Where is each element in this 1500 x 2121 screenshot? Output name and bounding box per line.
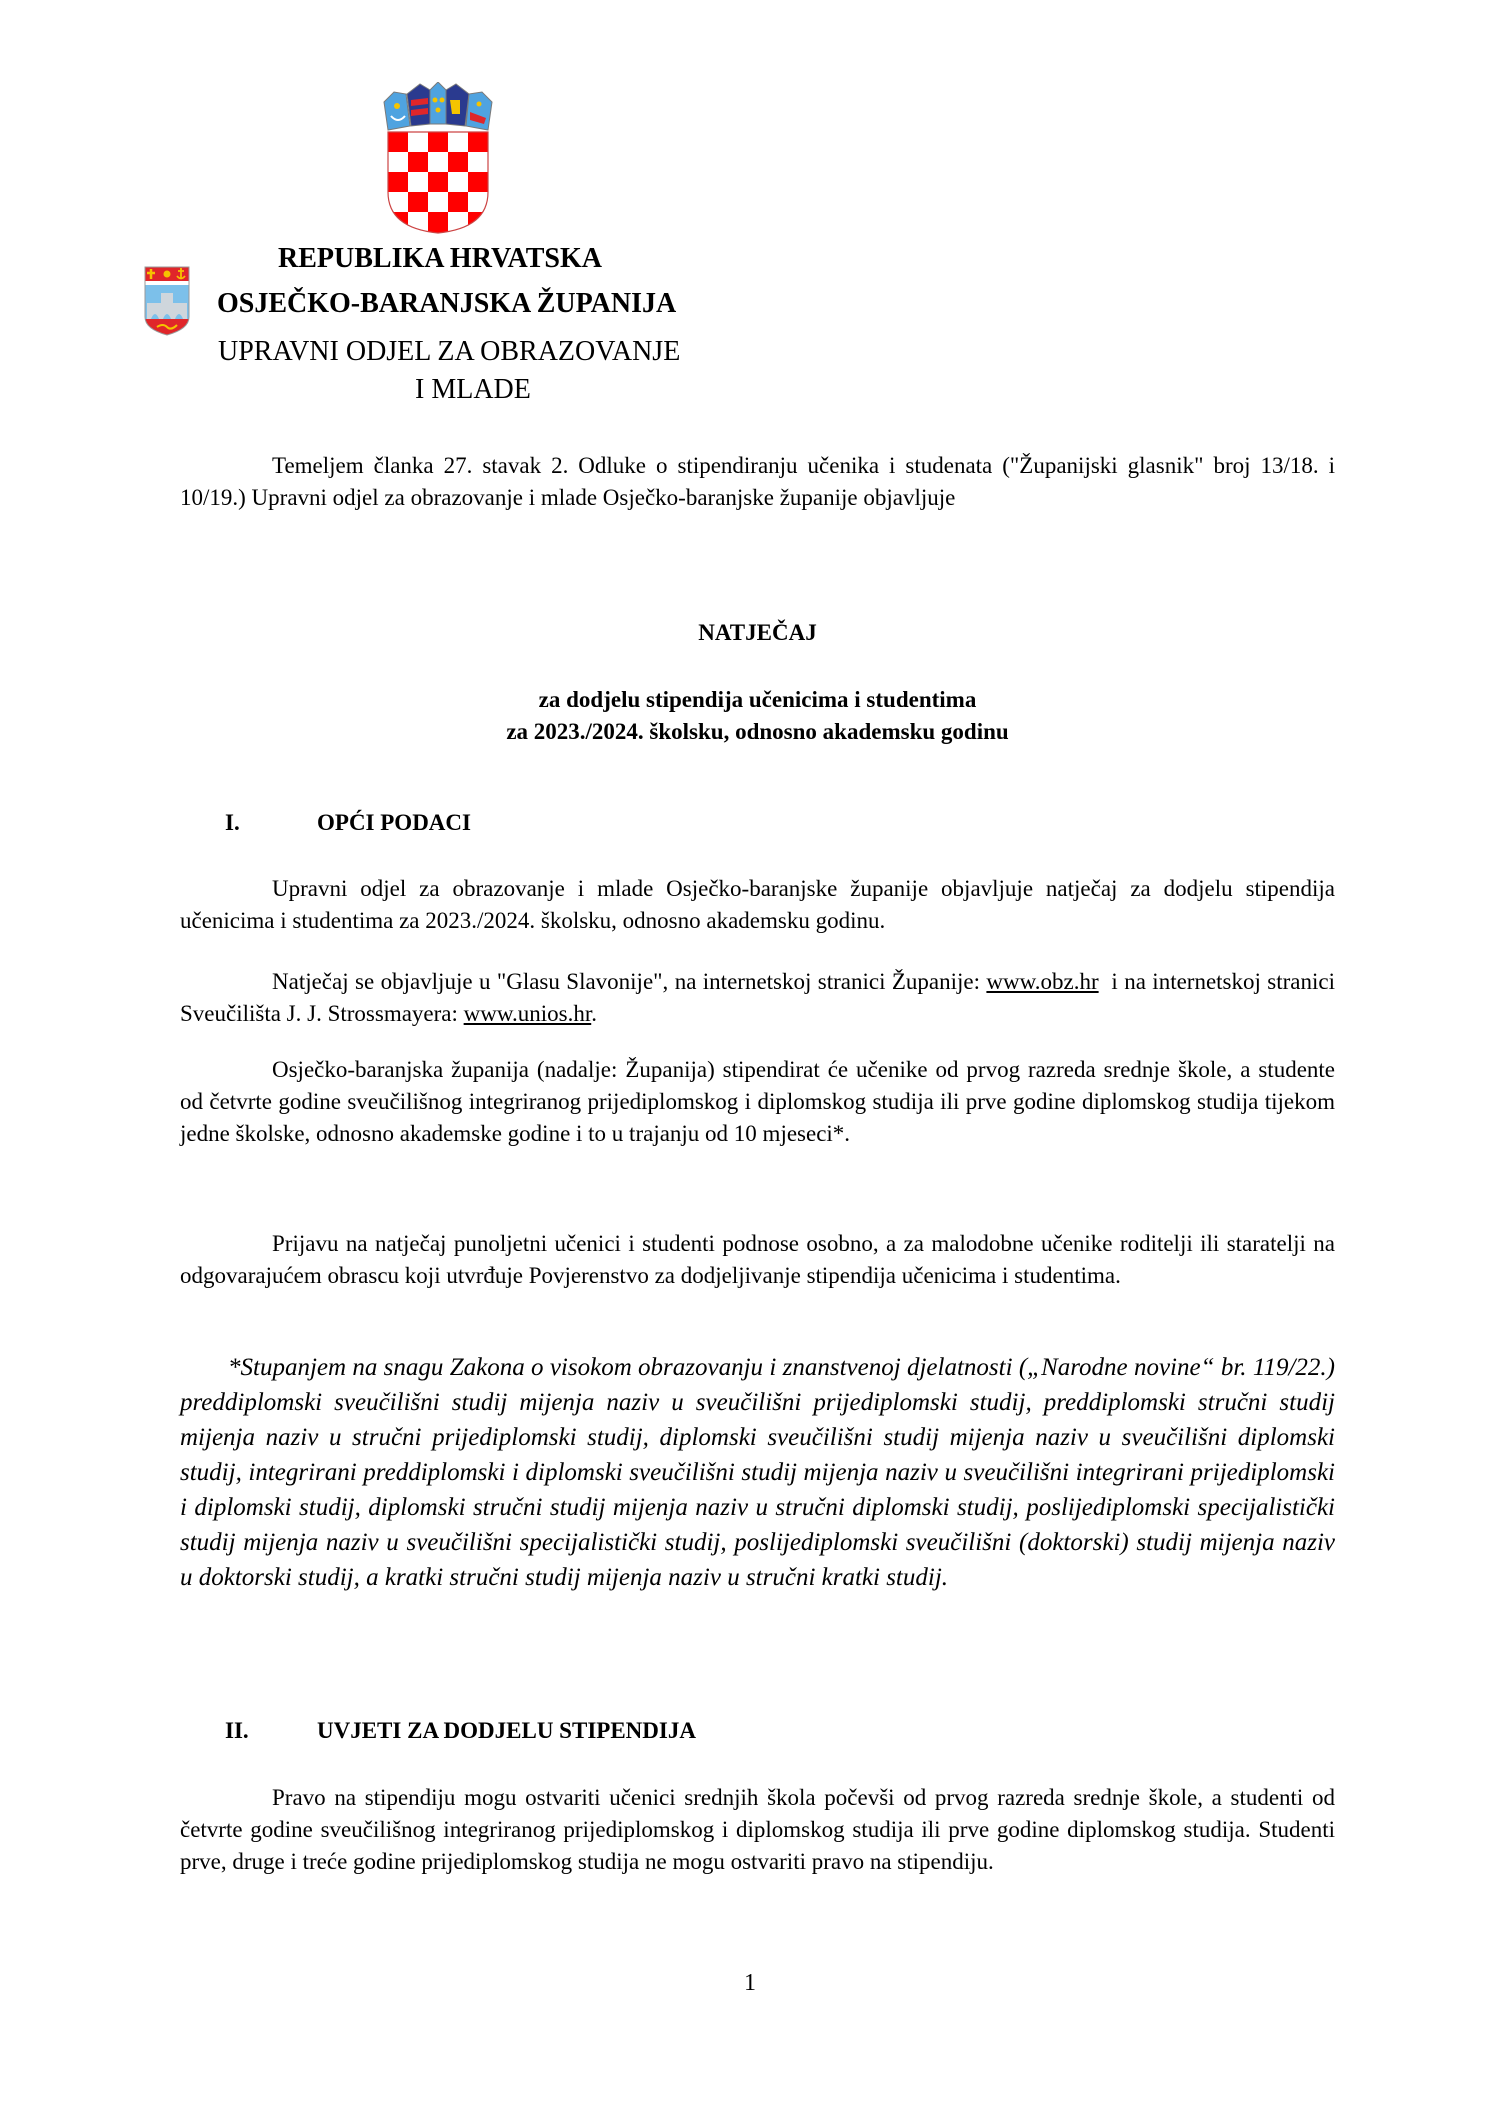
- document-subtitle-line2: za 2023./2024. školsku, odnosno akademsku godinu: [506, 719, 1009, 744]
- paragraph: [180, 873, 1335, 937]
- footnote-paragraph: [180, 1350, 1335, 1595]
- document-subtitle-line1: za dodjelu stipendija učenicima i studentima: [538, 687, 977, 712]
- intro-paragraph: [180, 450, 1335, 514]
- intro-text: Temeljem članka 27. stavak 2. Odluke o stipendiranju učenika i studenata ("Županijski glasnik" broj 13/18. i 10/19.) Upravni odjel za obrazovanje i mlade Osječko-baranjske županije objavljuje: [180, 453, 1335, 510]
- university-website-link[interactable]: www.unios.hr: [463, 1001, 592, 1026]
- footnote-text: *Stupanjem na snagu Zakona o visokom obrazovanju i znanstvenoj djelatnosti („Narodne novine“ br. 119/22.) preddiplomski sveučilišni studij mijenja naziv u sveučilišni prijediplomski studij, preddiplomski stručni studij mijenja naziv u stručni prijediplomski studij, diplomski sveučilišni studij mijenja naziv u sveučilišni diplomski studij, integrirani preddiplomski i diplomski sveučilišni studij mijenja naziv u sveučilišni integrirani prijediplomski i diplomski studij, diplomski stručni studij mijenja naziv u stručni diplomski studij, poslijediplomski specijalistički studij mijenja naziv u sveučilišni specijalistički studij, poslijediplomski sveučilišni (doktorski) studij mijenja naziv u doktorski studij, a kratki stručni studij mijenja naziv u stručni kratki studij.: [180, 1354, 1335, 1591]
- paragraph-text: Osječko-baranjska županija (nadalje: Županija) stipendirat će učenike od prvog razreda srednje škole, a studente od četvrte godine sveučilišnog integriranog prijediplomskog i diplomskog studija ili prve godine diplomskog studija tijekom jedne školske, odnosno akademske godine i to u trajanju od 10 mjeseci*.: [180, 1057, 1335, 1146]
- section-heading-2: [225, 1716, 696, 1746]
- county-website-link[interactable]: www.obz.hr: [986, 969, 1099, 994]
- section-number: II.: [225, 1718, 249, 1743]
- paragraph-text: i na internetskoj stranici Sveučilišta J. J. Strossmayera:: [180, 969, 1341, 1026]
- document-title: NATJEČAJ: [698, 620, 817, 645]
- paragraph: [180, 1782, 1335, 1878]
- header-country: REPUBLIKA HRVATSKA: [278, 243, 602, 274]
- paragraph: [180, 1054, 1335, 1150]
- header-county: OSJEČKO-BARANJSKA ŽUPANIJA: [217, 288, 677, 319]
- paragraph-publication: [180, 966, 1341, 1030]
- paragraph: [180, 1228, 1335, 1292]
- paragraph-text: .: [591, 1001, 597, 1026]
- paragraph-text: Pravo na stipendiju mogu ostvariti učenici srednjih škola počevši od prvog razreda srednje škole, a studenti od četvrte godine sveučilišnog integriranog prijediplomskog i diplomskog studija ili prve godine diplomskog studija. Studenti prve, druge i treće godine prijediplomskog studija ne mogu ostvariti pravo na stipendiju.: [180, 1785, 1335, 1874]
- croatia-coat-of-arms-icon: [380, 82, 496, 234]
- osijek-baranja-county-coat-of-arms-icon: [143, 265, 191, 337]
- section-title: UVJETI ZA DODJELU STIPENDIJA: [317, 1718, 696, 1743]
- section-heading-1: [225, 808, 471, 838]
- header-department-line2: I MLADE: [415, 374, 531, 405]
- paragraph-text: Upravni odjel za obrazovanje i mlade Osječko-baranjske županije objavljuje natječaj za dodjelu stipendija učenicima i studentima za 2023./2024. školsku, odnosno akademsku godinu.: [180, 876, 1335, 933]
- section-title: OPĆI PODACI: [317, 810, 471, 835]
- paragraph-text: Natječaj se objavljuje u "Glasu Slavonije", na internetskoj stranici Županije:: [272, 969, 987, 994]
- paragraph-text: Prijavu na natječaj punoljetni učenici i studenti podnose osobno, a za malodobne učenike roditelji ili staratelji na odgovarajućem obrascu koji utvrđuje Povjerenstvo za dodjeljivanje stipendija učenicima i studentima.: [180, 1231, 1335, 1288]
- page-number: 1: [744, 1970, 756, 1996]
- header-department-line1: UPRAVNI ODJEL ZA OBRAZOVANJE: [218, 336, 681, 367]
- section-number: I.: [225, 810, 240, 835]
